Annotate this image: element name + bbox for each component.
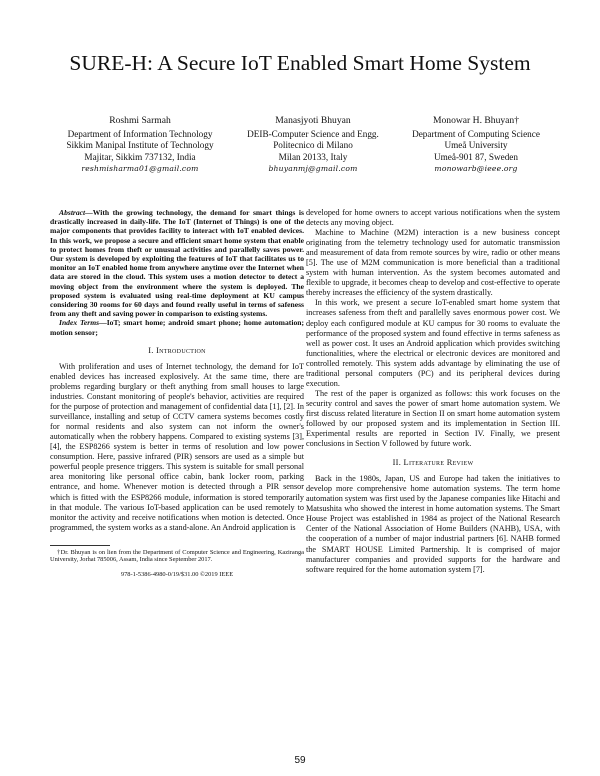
paragraph: Back in the 1980s, Japan, US and Europe had taken the initiatives to develop more comprehensive home automation systems. The term home automation system was first used by the Japanese companies like Hitachi and Matsushita who showed the interest in home automation systems. The Smart House Project was established in 1984 as project of the National Research Center of the National Association of Home Builders (NAHB), USA, with the cooperation of a number of major industrial partners [6]. NAHB formed the SMART HOUSE Limited Partnership. It is comprised of major manufacturer companies and provided supports for the hardware and software required for the home automation system [7]. xyxy=(306,474,560,574)
author-affiliation-line: Department of Computing Science xyxy=(412,128,540,139)
isbn-copyright: 978-1-5386-4980-0/19/$31.00 ©2019 IEEE xyxy=(120,571,234,579)
author-affiliation-line: Department of Information Technology xyxy=(67,128,213,139)
left-column xyxy=(50,208,304,580)
section-heading-introduction: I. Introduction xyxy=(148,345,206,355)
author-name: Roshmi Sarmah xyxy=(109,115,171,126)
index-terms-text: —IoT; smart home; android smart phone; home automation; motion sensor; xyxy=(50,318,304,337)
author-affiliation-line: Majitar, Sikkim 737132, India xyxy=(84,151,196,162)
author-email: bhuyanmj@gmail.com xyxy=(268,164,358,174)
section-heading-literature-review: II. Literature Review xyxy=(392,458,474,468)
author-affiliation-line: Sikkim Manipal Institute of Technology xyxy=(66,140,214,151)
author-email: monowarb@ieee.org xyxy=(434,164,518,174)
index-terms-label: Index Terms xyxy=(59,318,100,328)
paragraph: With proliferation and uses of Internet technology, the demand for IoT enabled devices has increased explosively. At the same time, there are problems regarding burglary or theft anything from small houses to large industries. Constant monitoring of people's behavior, activities are required for the purpose of protection and management of confidential data [1], [2]. In surveillance, installing and setup of CCTV camera systems becomes costly for normal residents and also system can not inform the owner's automatically when the robbery happens. Compared to existing systems [3], [4], the ESP8266 system is better in terms of resolution and low power consumption. Here, passive infrared (PIR) sensors are used as a simple but powerful people presence triggers. This system is suitable for small personal area monitoring like personal office cabin, bank locker room, parking entrance, and home. Whenever motion is detected through a PIR sensor which is fitted with the ESP8266 module, information is stored temporarily in that module. The various IoT-based application can be used remotely to monitor the activity and receive notifications when motion is detected. Once programmed, the system works as a stand-alone. An Android application is xyxy=(50,361,304,532)
abstract xyxy=(50,208,304,318)
author-affiliation-line: DEIB-Computer Science and Engg. xyxy=(247,128,379,139)
index-terms xyxy=(50,318,304,336)
page-number: 59 xyxy=(294,755,306,766)
footnote: †Dr. Bhuyan is on lien from the Department of Computer Science and Engineering, Kaziranga University, Jorhat 785006, Assam, India since September 2017. xyxy=(50,548,304,564)
paragraph: Machine to Machine (M2M) interaction is a new business concept originating from the telemetry technology used for automatic transmission and measurement of data from remote sources by wire, radio or other means [5]. The use of M2M communication is more beneficial than a traditional system with human intervention. As the system becomes automated and flexible to upgrade, it becomes cheap to develop and cost-effective to operate thereby increases the efficiency of the system drastically. xyxy=(306,228,560,298)
paragraph: In this work, we present a secure IoT-enabled smart home system that increases safeness from theft and parallelly saves enormous power cost. We deploy each configured module at KU campus for 30 rooms to evaluate the performance of the proposed system and found effective in terms safeness as well as power cost. It uses an Android application which provides switching functionalities, where the electrical or electronic devices are monitored and controlled remotely. This system adds advantage by eliminating the use of traditional personal computers (PC) and its peripheral devices during execution. xyxy=(306,298,560,388)
abstract-label: Abstract xyxy=(59,208,86,217)
author-3 xyxy=(376,115,576,175)
author-1 xyxy=(40,115,240,175)
author-name: Monowar H. Bhuyan† xyxy=(432,115,520,126)
author-email: reshmisharma01@gmail.com xyxy=(81,164,199,174)
author-affiliation-line: Politecnico di Milano xyxy=(273,140,353,151)
abstract-text: —With the growing technology, the demand for smart things is drastically increased in daily-life. The IoT (Internet of Things) is one of the major components that provides facility to interact with IoT enabled devices. In this work, we propose a secure and efficient smart home system that enable to protect homes from theft or unusual activities and parallelly saves power. Our system is developed by exploiting the features of IoT that facilitates us to monitor an IoT enabled home from anywhere anytime over the Internet when data are stored in the cloud. This system uses a motion detector to detect a moving object from the environment where the system is deployed. The proposed system is evaluated using real-time deployment at KU campus considering 30 rooms for 60 days and found really useful in terms of safeness from any theft and saving power in comparison to existing systems. xyxy=(50,208,304,319)
paper-title: SURE-H: A Secure IoT Enabled Smart Home System xyxy=(69,51,531,75)
author-affiliation-line: Umeå University xyxy=(444,140,508,151)
author-affiliation-line: Umeå-901 87, Sweden xyxy=(434,151,518,162)
paragraph: developed for home owners to accept various notifications when the system detects any moving object. xyxy=(306,208,560,228)
author-affiliation-line: Milan 20133, Italy xyxy=(278,151,348,162)
footnote-rule xyxy=(50,545,110,546)
author-name: Manasjyoti Bhuyan xyxy=(275,115,351,126)
paragraph: The rest of the paper is organized as follows: this work focuses on the security control and saves the power of smart home automation system. We first discuss related literature in Section II on smart home automation system followed by our proposed system and its implementation in Section III. Experimental results are reported in Section IV. Finally, we present conclusions in Section V followed by future work. xyxy=(306,388,560,449)
right-column xyxy=(306,208,560,575)
